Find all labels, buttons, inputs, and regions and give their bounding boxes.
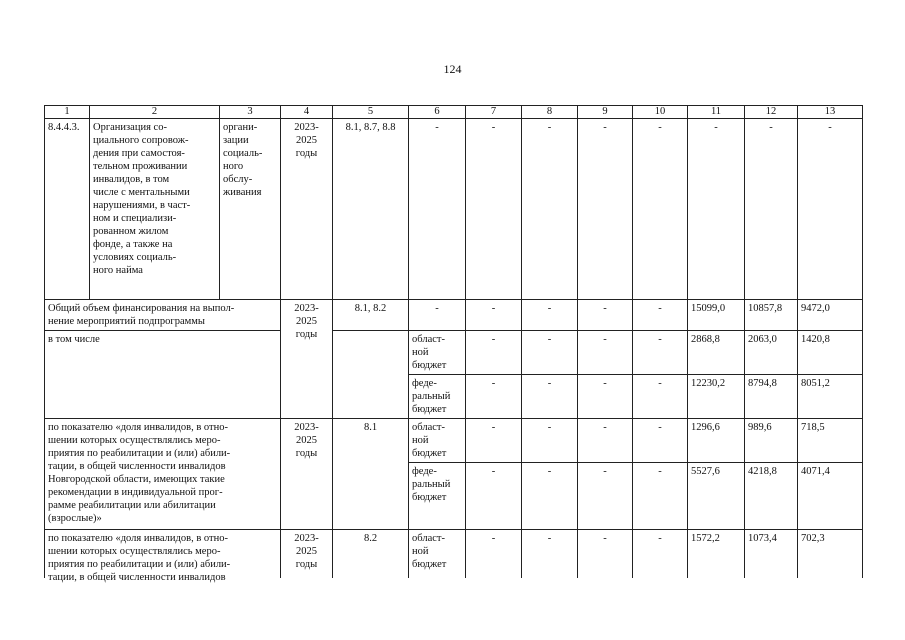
table-cell: 10857,8 <box>745 300 798 331</box>
fund-source: феде- ральный бюджет <box>409 375 466 419</box>
table-cell: - <box>578 300 633 331</box>
table-cell: - <box>633 300 688 331</box>
fund-source: област- ной бюджет <box>409 419 466 463</box>
column-number-header-row <box>45 106 863 119</box>
col-header-9: 9 <box>578 106 633 119</box>
table-cell: - <box>466 530 522 579</box>
table-cell: - <box>466 419 522 463</box>
table-cell: - <box>798 119 863 300</box>
table-cell: - <box>466 463 522 530</box>
indicator-8-1-regional-row <box>45 419 863 463</box>
col-header-5: 5 <box>333 106 409 119</box>
financing-table <box>44 105 863 583</box>
table-cell: - <box>409 300 466 331</box>
table-cell: - <box>578 419 633 463</box>
table-cell: - <box>578 375 633 419</box>
table-cell: 8794,8 <box>745 375 798 419</box>
table-cell: - <box>409 119 466 300</box>
table-cell: - <box>578 331 633 375</box>
total-financing-indicators: 8.1, 8.2 <box>333 300 409 331</box>
table-cell: - <box>466 331 522 375</box>
indicator-8-1-label: по показателю «доля инвалидов, в отно- шении которых осуществлялись меро- приятия по реабилитации и (или) абили- тации, в общей численности инвалидов Новгородской области, имеющих такие рекомендации в индивидуальной прог- рамме реабилитации или абилитации (взрослые)» <box>45 419 281 530</box>
table-cell: - <box>466 119 522 300</box>
table-cell: 2063,0 <box>745 331 798 375</box>
table-cell: 4218,8 <box>745 463 798 530</box>
table-cell: - <box>688 119 745 300</box>
activity-row-8-4-4-3 <box>45 119 863 300</box>
col-header-8: 8 <box>522 106 578 119</box>
indicator-8-2-code: 8.2 <box>333 530 409 579</box>
table-cell: - <box>745 119 798 300</box>
table-cell: - <box>522 331 578 375</box>
activity-period: 2023- 2025 годы <box>281 119 333 300</box>
table-cell: - <box>633 331 688 375</box>
table-cell: 5527,6 <box>688 463 745 530</box>
col-header-10: 10 <box>633 106 688 119</box>
table-cell: 2868,8 <box>688 331 745 375</box>
table-cell: 1420,8 <box>798 331 863 375</box>
table-cell: - <box>633 119 688 300</box>
table-cell: 989,6 <box>745 419 798 463</box>
table-cell: - <box>522 375 578 419</box>
table-cell: - <box>522 463 578 530</box>
activity-indicators: 8.1, 8.7, 8.8 <box>333 119 409 300</box>
table-cell: 9472,0 <box>798 300 863 331</box>
table-cell: 1073,4 <box>745 530 798 579</box>
table-cell: 12230,2 <box>688 375 745 419</box>
indicator-8-2-period: 2023- 2025 годы <box>281 530 333 579</box>
table-cell: 702,3 <box>798 530 863 579</box>
including-indicators-empty <box>333 331 409 419</box>
table-cell: - <box>522 300 578 331</box>
col-header-12: 12 <box>745 106 798 119</box>
table-cell: - <box>522 119 578 300</box>
col-header-2: 2 <box>90 106 220 119</box>
table-cell: 15099,0 <box>688 300 745 331</box>
table-cell: - <box>522 530 578 579</box>
activity-executor: органи- зации социаль- ного обслу- живания <box>220 119 281 300</box>
col-header-6: 6 <box>409 106 466 119</box>
including-regional-row <box>45 331 863 375</box>
total-financing-row <box>45 300 863 331</box>
activity-number: 8.4.4.3. <box>45 119 90 300</box>
table-cell: - <box>522 419 578 463</box>
col-header-7: 7 <box>466 106 522 119</box>
total-financing-label: Общий объем финансирования на выпол- нение мероприятий подпрограммы <box>45 300 281 331</box>
indicator-8-2-label-text: по показателю «доля инвалидов, в отно- шении которых осуществлялись меро- приятия по реабилитации и (или) абили- тации, в общей численности инвалидов <box>48 533 231 583</box>
table-cell: - <box>633 530 688 579</box>
fund-source: област- ной бюджет <box>409 331 466 375</box>
fund-source: феде- ральный бюджет <box>409 463 466 530</box>
page-number: 124 <box>443 62 462 76</box>
including-label: в том числе <box>45 331 281 419</box>
indicator-8-1-period: 2023- 2025 годы <box>281 419 333 530</box>
col-header-4: 4 <box>281 106 333 119</box>
table-cell: - <box>633 463 688 530</box>
col-header-13: 13 <box>798 106 863 119</box>
table-cell: - <box>578 463 633 530</box>
indicator-8-2-label <box>45 530 281 583</box>
table-cell: 4071,4 <box>798 463 863 530</box>
table-cell: - <box>633 419 688 463</box>
table-cell: - <box>466 300 522 331</box>
indicator-8-1-code: 8.1 <box>333 419 409 530</box>
table-cell: - <box>466 375 522 419</box>
col-header-3: 3 <box>220 106 281 119</box>
fund-source: област- ной бюджет <box>409 530 466 579</box>
indicator-8-2-regional-row <box>45 530 863 579</box>
table-cell: - <box>578 530 633 579</box>
table-cell: - <box>578 119 633 300</box>
table-cell: 8051,2 <box>798 375 863 419</box>
col-header-1: 1 <box>45 106 90 119</box>
total-financing-period: 2023- 2025 годы <box>281 300 333 419</box>
activity-name: Организация со- циального сопровож- дения при самостоя- тельном проживании инвалидов, в том числе с ментальными нарушениями, в част- ном и специализи- рованном жилом фонде, а также на условиях социаль- ного найма <box>90 119 220 300</box>
table-cell: 718,5 <box>798 419 863 463</box>
table-cell: 1296,6 <box>688 419 745 463</box>
table-cell: 1572,2 <box>688 530 745 579</box>
col-header-11: 11 <box>688 106 745 119</box>
table-cell: - <box>633 375 688 419</box>
